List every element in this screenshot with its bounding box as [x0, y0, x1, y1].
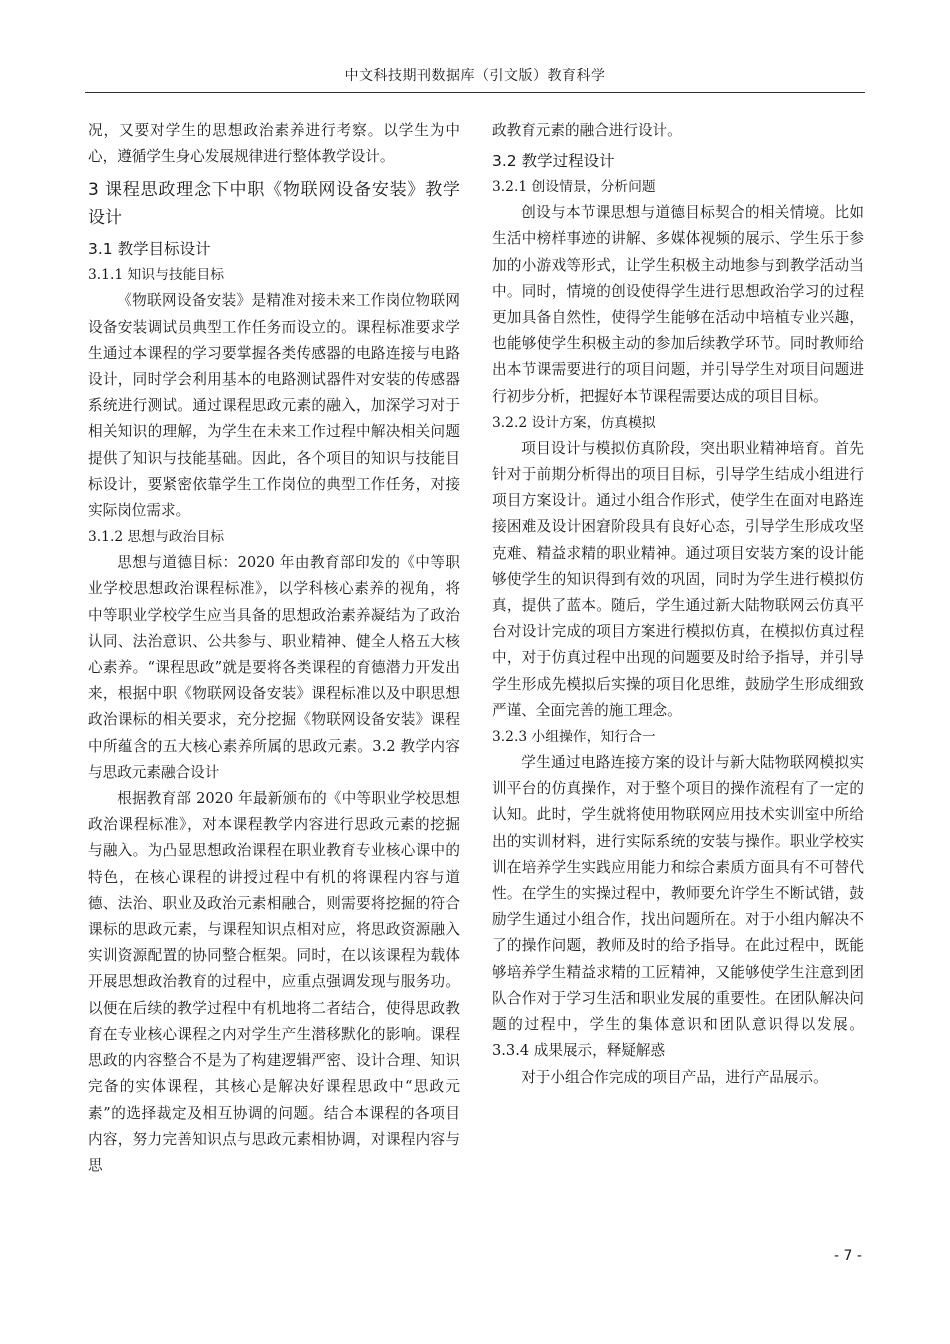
left-column	[88, 118, 460, 1179]
paragraph: 《物联网设备安装》是精准对接未来工作岗位物联网设备安装调试员典型工作任务而设立的。课程标准要求学生通过本课程的学习要掌握各类传感器的电路连接与电路设计，同时学会利用基本的电路测试器件对安装的传感器系统进行测试。通过课程思政元素的融入，加深学习对于相关知识的理解，为学生在未来工作过程中解决相关问题提供了知识与技能基础。因此，各个项目的知识与技能目标设计，要紧密依靠学生工作岗位的典型工作任务，对接实际岗位需求。	[88, 292, 460, 520]
subsection-heading: 3.1 教学目标设计	[88, 240, 211, 259]
paragraph: 项目设计与模拟仿真阶段，突出职业精神培育。首先针对于前期分析得出的项目目标，引导学生结成小组进行项目方案设计。通过小组合作形式，使学生在面对电路连接困难及设计困窘阶段具有良好心态，引导学生形成攻坚克难、精益求精的职业精神。通过项目安装方案的设计能够使学生的知识得到有效的巩固，同时为学生进行模拟仿真，提供了蓝本。随后，学生通过新大陆物联网云仿真平台对设计完成的项目方案进行模拟仿真，在模拟仿真过程中，对于仿真过程中出现的问题要及时给予指导，并引导学生形成先模拟后实操的项目化思维，鼓励学生形成细致严谨、全面完善的施工理念。	[492, 439, 864, 719]
subsubsection-heading: 3.1.2 思想与政治目标	[88, 529, 225, 546]
paragraph: 对于小组合作完成的项目产品，进行产品展示。	[521, 1068, 828, 1086]
paragraph: 况，又要对学生的思想政治素养进行考察。以学生为中心，遵循学生身心发展规律进行整体教学设计。	[88, 122, 460, 166]
paragraph: 政教育元素的融合进行设计。	[492, 122, 682, 139]
subsubsection-heading: 3.2.2 设计方案，仿真模拟	[492, 414, 656, 431]
subsubsection-heading: 3.2.3 小组操作，知行合一	[492, 729, 656, 746]
right-column	[492, 118, 864, 1091]
subsubsection-heading: 3.1.1 知识与技能目标	[88, 267, 225, 284]
paragraph: 思想与道德目标：2020 年由教育部印发的《中等职业学校思想政治课程标准》，以学科核心素养的视角，将中等职业学校学生应当具备的思想政治素养凝结为了政治认同、法治意识、公共参与、职业精神、健全人格五大核心素养。“课程思政”就是要将各类课程的育德潜力开发出来，根据中职《物联网设备安装》课程标准以及中职思想政治课标的相关要求，充分挖掘《物联网设备安装》课程中所蕴含的五大核心素养所属的思政元素。3.2 教学内容与思政元素融合设计	[88, 554, 460, 781]
paragraph: 学生通过电路连接方案的设计与新大陆物联网模拟实训平台的仿真操作，对于整个项目的操作流程有了一定的认知。此时，学生就将使用物联网应用技术实训室中所给出的实训材料，进行实际系统的安装与操作。职业学校实训在培养学生实践应用能力和综合素质方面具有不可替代性。在学生的实操过程中，教师要允许学生不断试错，鼓励学生通过小组合作，找出问题所在。对于小组内解决不了的操作问题，教师及时的给予指导。在此过程中，既能够培养学生精益求精的工匠精神，又能够使学生注意到团队合作对于学习生活和职业发展的重要性。在团队解决问题的过程中，学生的集体意识和团队意识得以发展。3.3.4 成果展示，释疑解惑	[492, 754, 864, 1060]
section-heading: 3 课程思政理念下中职《物联网设备安装》教学设计	[88, 180, 460, 229]
page-number: - 7 -	[834, 1248, 862, 1264]
subsubsection-heading: 3.2.1 创设情景，分析问题	[492, 179, 656, 196]
paragraph: 创设与本节课思想与道德目标契合的相关情境。比如生活中榜样事迹的讲解、多媒体视频的展示、学生乐于参加的小游戏等形式，让学生积极主动地参与到教学活动当中。同时，情境的创设使得学生进行思想政治学习的过程更加具备自然性，使得学生能够在活动中培植专业兴趣，也能够使学生积极主动的参加后续教学环节。同时教师给出本节课需要进行的项目问题，并引导学生对项目问题进行初步分析，把握好本节课程需要达成的项目目标。	[492, 204, 864, 405]
subsection-heading: 3.2 教学过程设计	[492, 152, 615, 171]
paragraph: 根据教育部 2020 年最新颁布的《中等职业学校思想政治课程标准》，对本课程教学内容进行思政元素的挖掘与融入。为凸显思想政治课程在职业教育专业核心课中的特色，在核心课程的讲授过程中有机的将课程内容与道德、法治、职业及政治元素相融合，则需要将挖掘的符合课标的思政元素，与课程知识点相对应，将思政资源融入实训资源配置的协同整合框架。同时，在以该课程为载体开展思想政治教育的过程中，应重点强调发现与服务功。以便在后续的教学过程中有机地将二者结合，使得思政教育在专业核心课程之内对学生产生潜移默化的影响。课程思政的内容整合不是为了构建逻辑严密、设计合理、知识完备的实体课程，其核心是解决好课程思政中“思政元素”的选择裁定及相互协调的问题。结合本课程的各项目内容，努力完善知识点与思政元素相协调，对课程内容与思	[88, 790, 460, 1174]
running-header: 中文科技期刊数据库（引文版）教育科学	[85, 66, 865, 93]
